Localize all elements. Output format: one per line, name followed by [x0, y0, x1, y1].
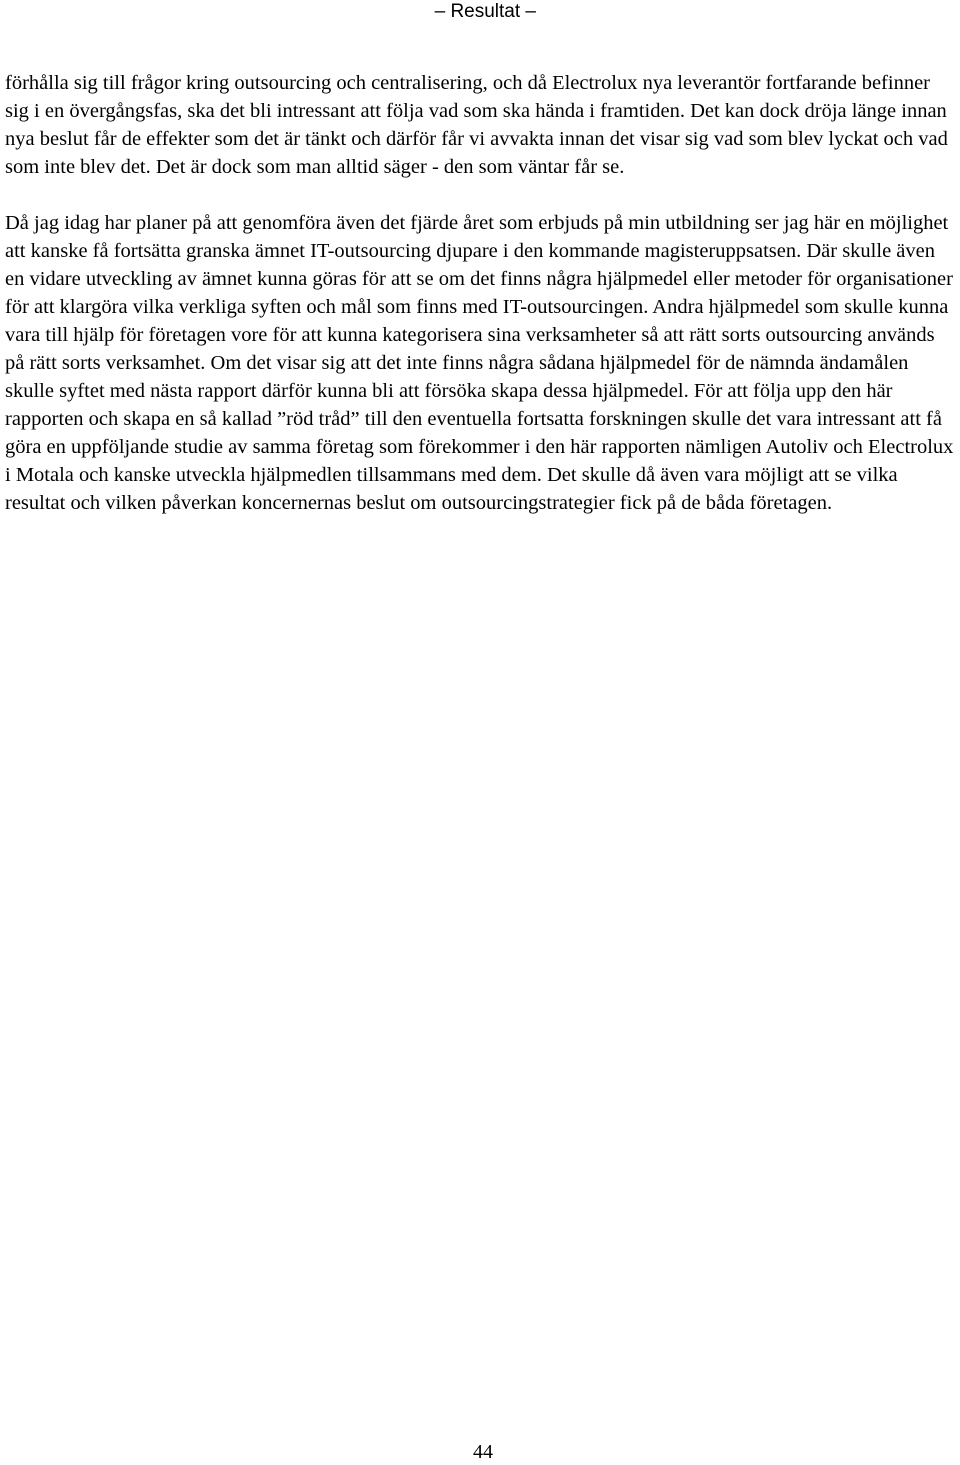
paragraph-1: förhålla sig till frågor kring outsourcing och centralisering, och då Electrolux nya leverantör fortfarande befinner sig i en övergångsfas, ska det bli intressant att följa vad som ska hända i framtiden. Det kan dock dröja länge innan nya beslut får de effekter som det är tänkt och därför får vi avvakta innan det visar sig vad som blev lyckat och vad som inte blev det. Det är dock som man alltid säger - den som väntar får se.	[5, 72, 948, 178]
page-number: 44	[473, 1441, 493, 1463]
paragraph-2: Då jag idag har planer på att genomföra även det fjärde året som erbjuds på min utbildning ser jag här en möjlighet att kanske få fortsätta granska ämnet IT-outsourcing djupare i den kommande magisteruppsatsen. Där skulle även en vidare utveckling av ämnet kunna göras för att se om det finns några hjälpmedel eller metoder för organisationer för att klargöra vilka verkliga syften och mål som finns med IT-outsourcingen. Andra hjälpmedel som skulle kunna vara till hjälp för företagen vore för att kunna kategorisera sina verksamheter så att rätt sorts outsourcing används på rätt sorts verksamhet. Om det visar sig att det inte finns några sådana hjälpmedel för de nämnda ändamålen skulle syftet med nästa rapport därför kunna bli att försöka skapa dessa hjälpmedel. För att följa upp den här rapporten och skapa en så kallad ”röd tråd” till den eventuella fortsatta forskningen skulle det vara intressant att få göra en uppföljande studie av samma företag som förekommer i den här rapporten nämligen Autoliv och Electrolux i Motala och kanske utveckla hjälpmedlen tillsammans med dem. Det skulle då även vara möjligt att se vilka resultat och vilken påverkan koncernernas beslut om outsourcingstrategier fick på de båda företagen.	[5, 212, 954, 514]
page-body	[5, 69, 959, 517]
running-header: – Resultat –	[434, 1, 536, 22]
